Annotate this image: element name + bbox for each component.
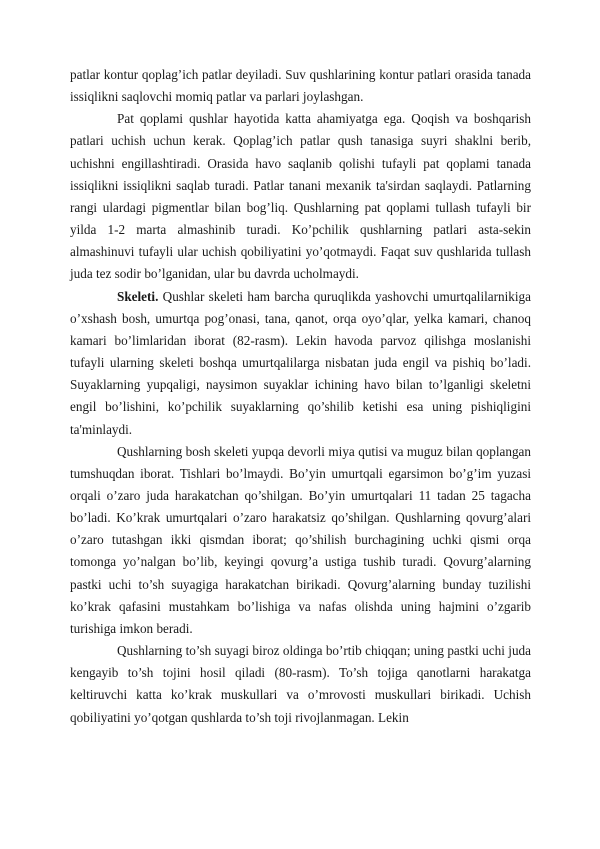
paragraph-text: Pat qoplami qushlar hayotida katta ahamiyatga ega. Qoqish va boshqarish patlari uchish uchun kerak. Qoplag’ich patlar qush tanasiga suyri shaklni berib, uchishni engillashtiradi. Orasida havo saqlanib qolishi tufayli pat qoplami tanada issiqlikni issiqlikni saqlab turadi. Patlar tanani mexanik ta'sirdan saqlaydi. Patlarning rangi ulardagi pigmentlar bilan bog’liq. Qushlarning pat qoplami tullash tufayli bir yilda 1-2 marta almashinib turadi. Ko’pchilik qushlarning patlari asta-sekin almashinuvi tufayli ular uchish qobiliyatini yo’qotmaydi. Faqat suv qushlarida tullash juda tez sodir bo’lganidan, ular bu davrda ucholmaydi. [70,111,531,282]
section-heading: Skeleti. [117,288,159,304]
paragraph-text: Qushlarning bosh skeleti yupqa devorli miya qutisi va muguz bilan qoplangan tumshuqdan iborat. Tishlari bo’lmaydi. Bo’yin umurtqali egarsimon bo’g’im yuzasi orqali o’zaro juda harakatchan qo’shilgan. Bo’yin umurtqalari 11 tadan 25 tagacha bo’ladi. Ko’krak umurtqalari o’zaro harakatsiz qo’shilgan. Qushlarning qovurg’alari o’zaro tutashgan ikki qismdan iborat; qo’shilish burchagining uchki qismi orqa tomonga yo’nalgan bo’lib, keyingi qovurg’a ustiga tushib turadi. Qovurg’alarning pastki uchi to’sh suyagiga harakatchan birikadi. Qovurg’alarning bunday tuzilishi ko’krak qafasini mustahkam bo’lishiga va nafas olishda uning hajmini o’zgarib turishiga imkon beradi. [70,443,531,636]
paragraph-sternum [70,640,531,729]
paragraph-text: Qushlar skeleti ham barcha quruqlikda yashovchi umurtqalilarnikiga o’xshash bosh, umurtqa pog’onasi, tana, qanot, orqa oyo’qlar, yelka kamari, chanoq kamari bo’limlaridan iborat (82-rasm). Lekin havoda parvoz qilishga moslanishi tufayli ularning skeleti boshqa umurtqalilarga nisbatan juda engil va pishiq bo’ladi. Suyaklarning yupqaligi, naysimon suyaklar ichining havo bilan to’lganligi skeletni engil bo’lishini, ko’pchilik suyaklarning qo’shilib ketishi esa uning pishiqligini ta'minlaydi. [70,288,531,437]
paragraph-skeleton [70,286,531,441]
paragraph-text: Qushlarning to’sh suyagi biroz oldinga bo’rtib chiqqan; uning pastki uchi juda kengayib to’sh tojini hosil qiladi (80-rasm). To’sh tojiga qanotlarni harakatga keltiruvchi katta ko’krak muskullari va o’mrovosti muskullari birikadi. Uchish qobiliyatini yo’qotgan qushlarda to’sh toji rivojlanmagan. Lekin [70,643,531,725]
body-text [70,64,531,729]
paragraph-feather-function [70,108,531,285]
paragraph-skull-and-ribs [70,441,531,640]
paragraph-text: patlar kontur qoplag’ich patlar deyiladi. Suv qushlarining kontur patlari orasida tanada issiqlikni saqlovchi momiq patlar va parlari joylashgan. [70,67,531,105]
paragraph-feathers-continuation [70,64,531,108]
